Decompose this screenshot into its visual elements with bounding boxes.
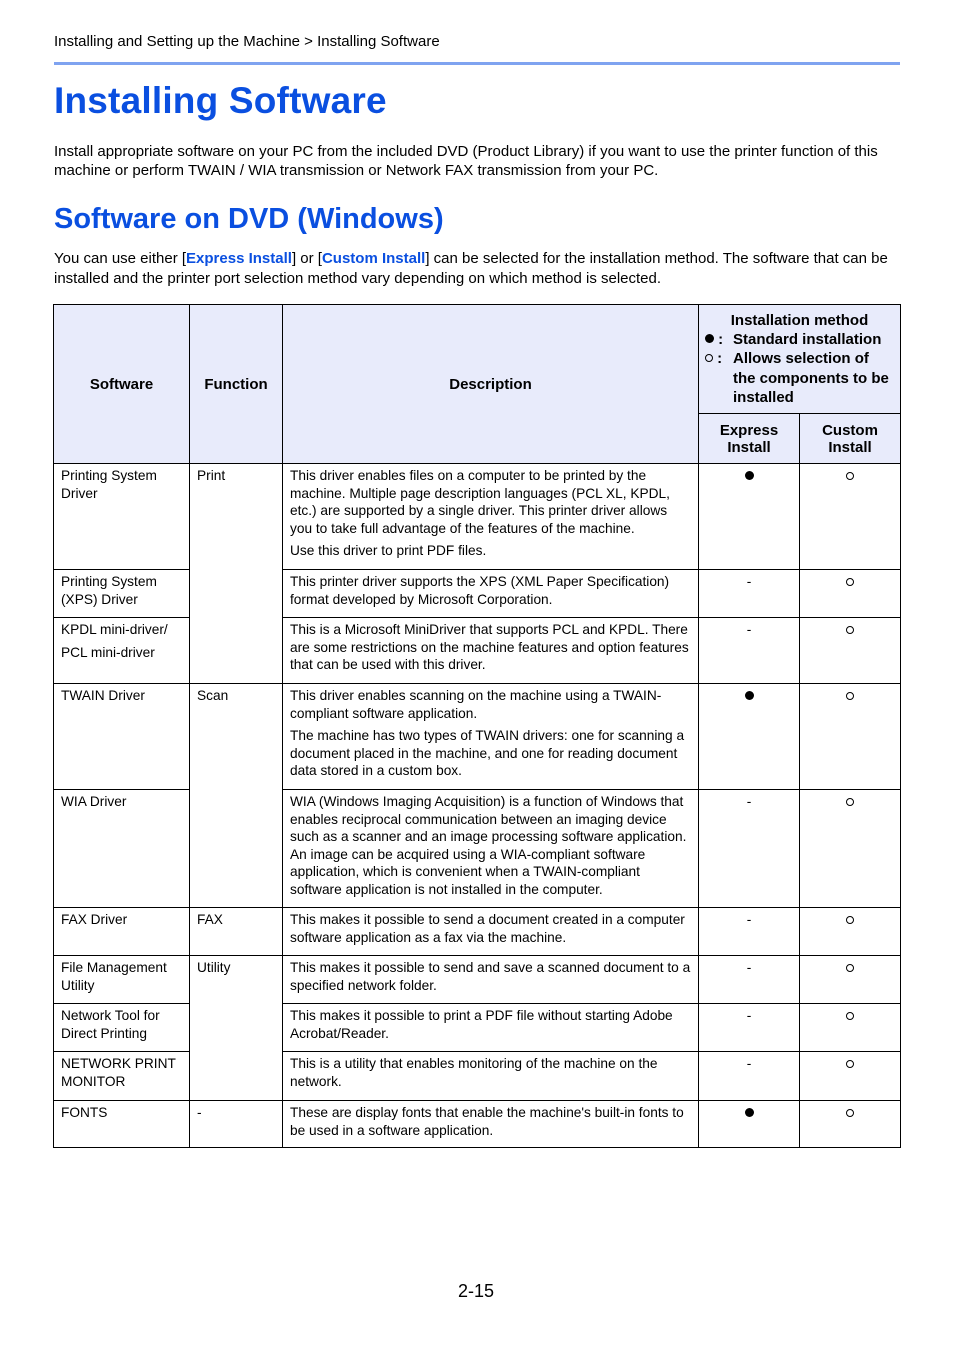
description-cell: This is a utility that enables monitoring of the machine on the network. bbox=[283, 1052, 699, 1101]
header-description: Description bbox=[283, 305, 699, 464]
express-mark bbox=[699, 464, 800, 570]
table-row bbox=[54, 956, 901, 1004]
custom-mark bbox=[800, 570, 901, 618]
description-cell: This makes it possible to print a PDF file without starting Adobe Acrobat/Reader. bbox=[283, 1004, 699, 1052]
express-mark: - bbox=[699, 908, 800, 956]
description-cell: This is a Microsoft MiniDriver that supports PCL and KPDL. There are some restrictions on the machine features and option features that can be used with this driver. bbox=[283, 618, 699, 684]
open-circle-icon bbox=[846, 692, 854, 700]
table-row bbox=[54, 1101, 901, 1148]
header-installation-method bbox=[699, 305, 901, 414]
section-text-1: You can use either [ bbox=[54, 250, 187, 267]
software-cell: Network Tool for Direct Printing bbox=[54, 1004, 190, 1052]
function-cell: - bbox=[190, 1101, 283, 1148]
table-row bbox=[54, 684, 901, 790]
custom-mark bbox=[800, 464, 901, 570]
section-title: Software on DVD (Windows) bbox=[54, 203, 444, 235]
software-cell: WIA Driver bbox=[54, 790, 190, 908]
software-cell: Printing System (XPS) Driver bbox=[54, 570, 190, 618]
software-cell: FAX Driver bbox=[54, 908, 190, 956]
open-circle-icon bbox=[846, 964, 854, 972]
custom-mark bbox=[800, 790, 901, 908]
intro-paragraph: Install appropriate software on your PC from the included DVD (Product Library) if you want to use the printer function of this machine or perform TWAIN / WIA transmission or Network FAX transmission from your PC. bbox=[54, 143, 878, 179]
express-mark: - bbox=[699, 570, 800, 618]
description-cell: This printer driver supports the XPS (XML Paper Specification) format developed by Microsoft Corporation. bbox=[283, 570, 699, 618]
method-title: Installation method bbox=[730, 311, 869, 329]
open-circle-icon bbox=[846, 472, 854, 480]
table-row bbox=[54, 1052, 901, 1101]
open-circle-icon bbox=[846, 1060, 854, 1068]
table-row bbox=[54, 570, 901, 618]
header-custom-install: Custom Install bbox=[800, 414, 901, 464]
section-text-3: ] can be selected for the installation method. The software that can be installed and the printer port selection method vary depending on which method is selected. bbox=[54, 250, 888, 287]
description-cell: These are display fonts that enable the machine's built-in fonts to be used in a software application. bbox=[283, 1101, 699, 1148]
custom-mark bbox=[800, 1004, 901, 1052]
header-rule bbox=[54, 62, 900, 65]
custom-mark bbox=[800, 956, 901, 1004]
description-cell: WIA (Windows Imaging Acquisition) is a function of Windows that enables reciprocal communication between an imaging device such as a scanner and an image processing software application. An image can be acquired using a WIA-compliant software application, which is convenient when a TWAIN-compliant software application is not installed in the computer. bbox=[283, 790, 699, 908]
header-software: Software bbox=[54, 305, 190, 464]
filled-circle-icon bbox=[745, 691, 754, 700]
legend-custom: : Allows selection of the components to be installed bbox=[705, 349, 894, 407]
function-cell: FAX bbox=[190, 908, 283, 956]
legend-custom-text: Allows selection of the components to be installed bbox=[733, 350, 889, 406]
description-cell: This makes it possible to send and save a scanned document to a specified network folder. bbox=[283, 956, 699, 1004]
page-title: Installing Software bbox=[54, 80, 387, 121]
custom-mark bbox=[800, 684, 901, 790]
description-cell: This driver enables files on a computer to be printed by the machine. Multiple page description languages (PCL XL, KPDL, etc.) are supported by a single driver. This printer driver allows you to take full advantage of the features of the machine. Use this driver to print PDF files. bbox=[283, 464, 699, 570]
header-function: Function bbox=[190, 305, 283, 464]
software-cell: Printing System Driver bbox=[54, 464, 190, 570]
software-table bbox=[53, 304, 901, 1148]
software-cell: File Management Utility bbox=[54, 956, 190, 1004]
express-mark: - bbox=[699, 1004, 800, 1052]
express-mark bbox=[699, 684, 800, 790]
function-cell: Scan bbox=[190, 684, 283, 908]
custom-mark bbox=[800, 908, 901, 956]
custom-mark bbox=[800, 1052, 901, 1101]
open-circle-icon bbox=[846, 626, 854, 634]
express-mark: - bbox=[699, 1052, 800, 1101]
express-mark: - bbox=[699, 618, 800, 684]
software-cell: TWAIN Driver bbox=[54, 684, 190, 790]
filled-circle-icon bbox=[745, 471, 754, 480]
open-circle-icon bbox=[846, 1012, 854, 1020]
table-row bbox=[54, 1004, 901, 1052]
open-circle-icon bbox=[846, 578, 854, 586]
breadcrumb: Installing and Setting up the Machine > Installing Software bbox=[54, 33, 440, 50]
description-cell: This driver enables scanning on the machine using a TWAIN-compliant software application. The machine has two types of TWAIN drivers: one for scanning a document placed in the machine, and one for reading document data stored in a custom box. bbox=[283, 684, 699, 790]
function-cell: Print bbox=[190, 464, 283, 684]
description-cell: This makes it possible to send a document created in a computer software application as a fax via the machine. bbox=[283, 908, 699, 956]
open-circle-icon bbox=[705, 354, 713, 362]
custom-mark bbox=[800, 618, 901, 684]
page-number: 2-15 bbox=[458, 1281, 495, 1301]
software-cell: KPDL mini-driver/ PCL mini-driver bbox=[54, 618, 190, 684]
legend-standard-text: Standard installation bbox=[733, 331, 882, 349]
table-row bbox=[54, 464, 901, 570]
section-paragraph bbox=[54, 249, 902, 288]
filled-circle-icon bbox=[705, 334, 714, 343]
software-cell: FONTS bbox=[54, 1101, 190, 1148]
table-row bbox=[54, 790, 901, 908]
software-cell: NETWORK PRINT MONITOR bbox=[54, 1052, 190, 1101]
express-mark: - bbox=[699, 956, 800, 1004]
custom-mark bbox=[800, 1101, 901, 1148]
custom-install-link[interactable]: Custom Install bbox=[321, 250, 426, 267]
table-row bbox=[54, 908, 901, 956]
table-row bbox=[54, 618, 901, 684]
filled-circle-icon bbox=[745, 1108, 754, 1117]
express-mark: - bbox=[699, 790, 800, 908]
header-express-install: Express Install bbox=[699, 414, 800, 464]
function-cell: Utility bbox=[190, 956, 283, 1101]
open-circle-icon bbox=[846, 916, 854, 924]
section-text-2: ] or [ bbox=[291, 250, 322, 267]
open-circle-icon bbox=[846, 1109, 854, 1117]
open-circle-icon bbox=[846, 798, 854, 806]
express-install-link[interactable]: Express Install bbox=[186, 250, 292, 267]
legend-standard: : Standard installation bbox=[705, 330, 894, 349]
express-mark bbox=[699, 1101, 800, 1148]
